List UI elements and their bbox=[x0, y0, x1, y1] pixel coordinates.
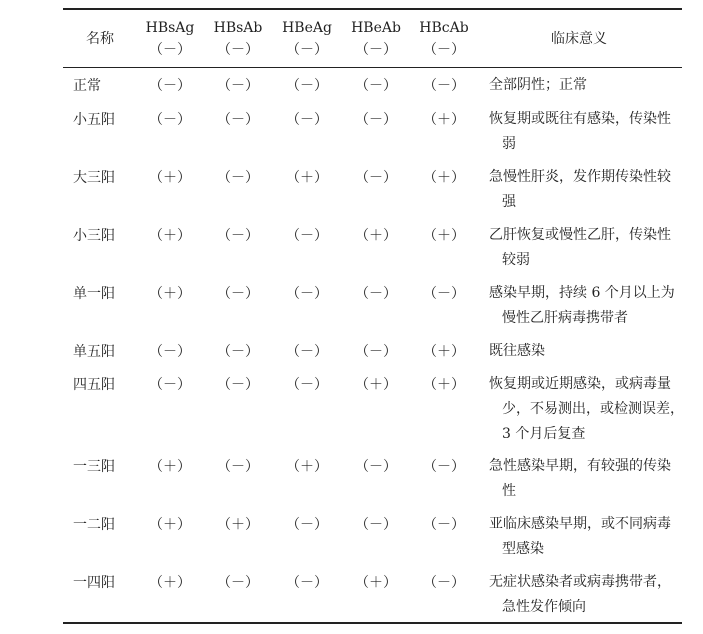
row-value-hbeab: （－） bbox=[355, 170, 397, 186]
table-bottom-rule bbox=[63, 622, 682, 624]
table-header-rule bbox=[63, 67, 682, 68]
row-value-hbeag: （－） bbox=[286, 575, 328, 591]
row-name: 大三阳 bbox=[73, 170, 115, 186]
row-value-hbeab: （－） bbox=[355, 286, 397, 302]
row-value-hbcab: （－） bbox=[423, 286, 465, 302]
row-value-hbcab: （＋） bbox=[423, 170, 465, 186]
row-value-hbsag: （＋） bbox=[149, 228, 191, 244]
header-marker-hbeag: HBeAg bbox=[282, 20, 332, 36]
header-name: 名称 bbox=[86, 31, 114, 47]
row-value-hbeag: （－） bbox=[286, 286, 328, 302]
header-marker-hbsab: HBsAb bbox=[213, 20, 263, 36]
row-name: 单一阳 bbox=[73, 286, 115, 302]
row-name: 四五阳 bbox=[73, 377, 115, 393]
row-value-hbcab: （－） bbox=[423, 78, 465, 94]
row-name: 单五阳 bbox=[73, 344, 115, 360]
row-meaning: 感染早期，持续 6 个月以上为慢性乙肝病毒携带者 bbox=[489, 285, 675, 326]
row-value-hbsag: （－） bbox=[149, 377, 191, 393]
row-value-hbsag: （＋） bbox=[149, 517, 191, 533]
row-meaning: 既往感染 bbox=[489, 343, 545, 359]
header-marker-hbeab: HBeAb bbox=[351, 20, 401, 36]
row-name: 小三阳 bbox=[73, 228, 115, 244]
row-value-hbeag: （＋） bbox=[286, 459, 328, 475]
row-value-hbsag: （＋） bbox=[149, 286, 191, 302]
row-meaning: 恢复期或近期感染，或病毒量少，不易测出，或检测误差，3 个月后复查 bbox=[489, 376, 684, 442]
row-value-hbsag: （＋） bbox=[149, 170, 191, 186]
row-name: 一三阳 bbox=[73, 459, 115, 475]
row-name: 小五阳 bbox=[73, 112, 115, 128]
row-meaning: 亚临床感染早期，或不同病毒型感染 bbox=[489, 516, 671, 557]
header-marker-hbeab-sign: （－） bbox=[355, 42, 397, 58]
row-value-hbeab: （＋） bbox=[355, 377, 397, 393]
row-value-hbsab: （－） bbox=[217, 170, 259, 186]
row-meaning: 无症状感染者或病毒携带者，急性发作倾向 bbox=[489, 574, 671, 615]
row-value-hbeab: （－） bbox=[355, 459, 397, 475]
row-name: 一二阳 bbox=[73, 517, 115, 533]
row-name: 正常 bbox=[73, 78, 101, 94]
header-marker-hbcab-sign: （－） bbox=[423, 42, 465, 58]
row-value-hbeab: （－） bbox=[355, 517, 397, 533]
row-meaning: 急性感染早期，有较强的传染性 bbox=[489, 458, 671, 499]
header-marker-hbcab: HBcAb bbox=[419, 20, 469, 36]
row-meaning: 全部阴性；正常 bbox=[489, 77, 587, 93]
row-value-hbeab: （＋） bbox=[355, 575, 397, 591]
row-value-hbcab: （＋） bbox=[423, 112, 465, 128]
header-meaning: 临床意义 bbox=[551, 31, 607, 47]
row-value-hbcab: （－） bbox=[423, 459, 465, 475]
header-marker-hbeag-sign: （－） bbox=[286, 42, 328, 58]
row-value-hbsag: （－） bbox=[149, 344, 191, 360]
row-value-hbeag: （－） bbox=[286, 228, 328, 244]
row-value-hbsag: （＋） bbox=[149, 575, 191, 591]
row-value-hbsab: （－） bbox=[217, 228, 259, 244]
row-value-hbsag: （－） bbox=[149, 112, 191, 128]
row-value-hbeag: （＋） bbox=[286, 170, 328, 186]
row-value-hbsab: （－） bbox=[217, 344, 259, 360]
row-name: 一四阳 bbox=[73, 575, 115, 591]
row-value-hbsab: （－） bbox=[217, 286, 259, 302]
row-value-hbeab: （－） bbox=[355, 112, 397, 128]
header-marker-hbsag-sign: （－） bbox=[149, 42, 191, 58]
row-value-hbsab: （－） bbox=[217, 575, 259, 591]
row-value-hbeag: （－） bbox=[286, 112, 328, 128]
row-meaning: 急慢性肝炎，发作期传染性较强 bbox=[489, 169, 671, 210]
row-value-hbeab: （－） bbox=[355, 78, 397, 94]
row-value-hbcab: （＋） bbox=[423, 377, 465, 393]
row-value-hbeag: （－） bbox=[286, 517, 328, 533]
row-value-hbcab: （＋） bbox=[423, 344, 465, 360]
row-value-hbsag: （＋） bbox=[149, 459, 191, 475]
row-value-hbsab: （－） bbox=[217, 78, 259, 94]
row-value-hbsab: （－） bbox=[217, 112, 259, 128]
row-value-hbcab: （＋） bbox=[423, 228, 465, 244]
row-value-hbeab: （＋） bbox=[355, 228, 397, 244]
row-value-hbsab: （－） bbox=[217, 459, 259, 475]
row-value-hbcab: （－） bbox=[423, 517, 465, 533]
row-value-hbeab: （－） bbox=[355, 344, 397, 360]
row-value-hbeag: （－） bbox=[286, 377, 328, 393]
row-value-hbsab: （－） bbox=[217, 377, 259, 393]
row-value-hbsab: （＋） bbox=[217, 517, 259, 533]
row-value-hbsag: （－） bbox=[149, 78, 191, 94]
row-value-hbcab: （－） bbox=[423, 575, 465, 591]
header-marker-hbsag: HBsAg bbox=[145, 20, 195, 36]
row-value-hbeag: （－） bbox=[286, 344, 328, 360]
table-top-rule bbox=[63, 8, 682, 10]
row-meaning: 乙肝恢复或慢性乙肝，传染性较弱 bbox=[489, 227, 671, 268]
row-value-hbeag: （－） bbox=[286, 78, 328, 94]
header-marker-hbsab-sign: （－） bbox=[217, 42, 259, 58]
row-meaning: 恢复期或既往有感染，传染性弱 bbox=[489, 111, 671, 152]
